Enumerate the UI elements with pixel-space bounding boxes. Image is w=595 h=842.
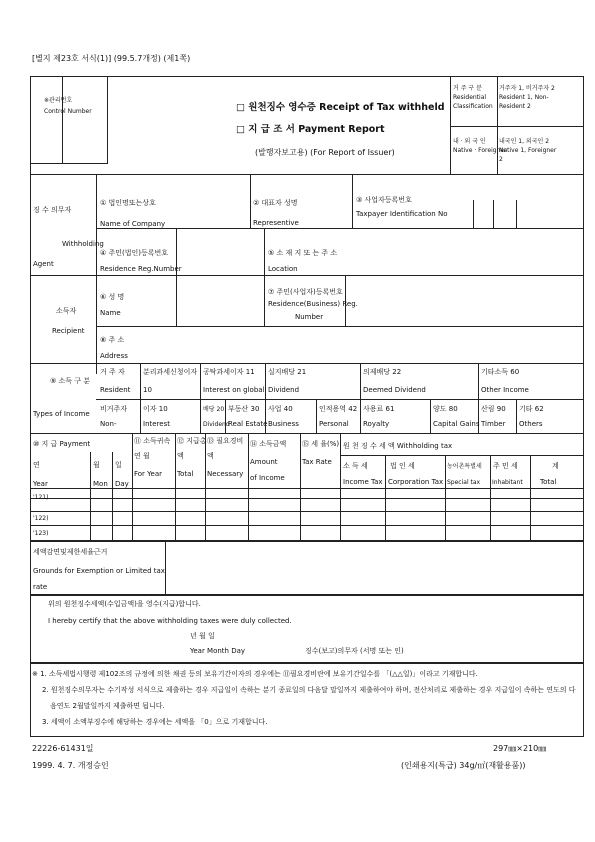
residential-value1: 거주자 1, 비거주자 2 — [499, 85, 555, 92]
native-label-en: Native · Foreigner — [453, 147, 507, 154]
payment-label: ⑩ 지 급 Payment — [33, 440, 91, 448]
residence-reg-label-en: Residence Reg.Number — [100, 265, 182, 273]
agent-label-en2: Agent — [33, 260, 54, 268]
income-r2-c5-en: Business — [268, 420, 299, 428]
total-tax-header-en: Total — [540, 478, 557, 486]
corporation-tax-header: 법 인 세 — [390, 462, 415, 470]
payment-year-header: 연 — [33, 461, 40, 469]
company-name-label-en: Name of Company — [100, 220, 166, 228]
corporation-tax-header-en: Corporation Tax — [388, 478, 444, 486]
income-r2-c1-en: Non- — [100, 420, 117, 428]
title-payment-report: □ 지 급 조 서 Payment Report — [236, 124, 385, 135]
income-tax-header-en: Income Tax — [343, 478, 383, 486]
payment-row-2: '122) — [33, 515, 49, 522]
income-r2-c1-ko: 비거주자 — [100, 405, 128, 413]
exemption-label-en2: rate — [33, 583, 48, 591]
payment-day-header: 일 — [115, 461, 122, 469]
control-number-ko: ※관리번호 — [44, 97, 73, 104]
income-r2-c4-en: Real Estate — [228, 420, 268, 428]
necessary-expense-header: ⑬ 필요경비 — [207, 437, 244, 445]
income-r1-c2-en: 10 — [143, 386, 152, 394]
native-value3: 2 — [499, 156, 503, 163]
income-r2-c2-en: Interest — [143, 420, 170, 428]
certify-text-en: I hereby certify that the above withholding taxes were duly collected. — [48, 617, 292, 625]
income-r2-c9-en: Timber — [481, 420, 506, 428]
income-tax-header: 소 득 세 — [343, 462, 368, 470]
agent-label-ko: 징 수 의무자 — [33, 206, 72, 214]
income-r1-c6-ko: 기타소득 60 — [481, 368, 520, 376]
attribution-header-en: For Year — [134, 470, 162, 478]
residential-label-en2: Classification — [453, 103, 493, 110]
company-name-label: ① 법인명또는상호 — [100, 199, 156, 207]
special-tax-header: 농어촌특별세 — [447, 463, 482, 470]
residential-label-en1: Residential — [453, 94, 487, 101]
address-label-en: Address — [100, 352, 128, 360]
total-payment-header-en: Total — [177, 470, 194, 478]
footer-approval-date: 1999. 4. 7. 개정승인 — [32, 761, 109, 770]
tax-rate-header: ⑮ 세 율(%) — [302, 440, 340, 448]
income-r1-c1-ko: 거 주 자 — [100, 368, 125, 376]
income-r1-c4-ko: 실지배당 21 — [268, 368, 307, 376]
footer-paper-spec: (인쇄용지(특급) 34g/㎡(재활용품)) — [401, 761, 526, 770]
name-label: ⑥ 성 명 — [100, 293, 125, 301]
income-r2-c10-ko: 기타 62 — [519, 405, 544, 413]
inhabitant-tax-header-en: Inhabitant — [492, 479, 523, 486]
income-r1-c6-en: Other Income — [481, 386, 529, 394]
income-r2-c2-ko: 이자 10 — [143, 405, 168, 413]
income-r1-c4-en: Dividend — [268, 386, 300, 394]
taxpayer-id-label: ③ 사업자등록번호 — [356, 196, 412, 204]
income-r2-c3-ko: 배당 20 — [203, 406, 225, 413]
location-label-en: Location — [268, 265, 298, 273]
recipient-label-en: Recipient — [52, 327, 85, 335]
payment-month-header-en: Mon — [93, 480, 108, 488]
income-r2-c8-ko: 양도 80 — [433, 405, 458, 413]
representative-label-en: Representive — [253, 219, 299, 227]
note-2: 2. 원천징수의무자는 수기작성 서식으로 제출하는 경우 지급일이 속하는 분기 종료일의 다음달 말일까지 제출하여야 하며, 전산처리로 제출하는 경우 지급일이 속하는 연도의 다 — [42, 686, 576, 694]
residential-value3: Resident 2 — [499, 103, 531, 110]
footer-form-number: 22226-61431일 — [32, 744, 94, 753]
payment-row-1: '121) — [33, 494, 49, 501]
reg-number-label-en: Residence(Business) Reg. — [268, 300, 358, 308]
reg-number-label: ⑦ 주민(사업자)등록번호 — [268, 288, 343, 296]
exemption-label-ko: 세액감면및제한세율근거 — [33, 548, 108, 556]
exemption-label-en1: Grounds for Exemption or Limited tax — [33, 567, 165, 575]
reg-number-label-en2: Number — [295, 313, 324, 321]
attribution-header: ⑪ 소득귀속 — [134, 437, 171, 445]
income-r1-c1-en: Resident — [100, 386, 131, 394]
income-r2-c7-ko: 사용료 61 — [363, 405, 395, 413]
certify-date-en: Year Month Day — [190, 647, 246, 655]
title-receipt: □ 원천징수 영수증 Receipt of Tax withheld — [236, 102, 445, 113]
income-r2-c5-ko: 사업 40 — [268, 405, 293, 413]
income-r1-c3-ko: 공탁과세이자 11 — [203, 368, 255, 376]
native-label-ko: 내 · 외 국 인 — [453, 138, 486, 145]
total-payment-header: ⑫ 지급총 — [177, 437, 207, 445]
total-payment-header2: 액 — [177, 452, 184, 460]
income-amount-header-en: Amount — [250, 458, 278, 466]
payment-row-3: '123) — [33, 530, 49, 537]
note-3: 3. 세액이 소액부징수에 해당하는 경우에는 세액을 「0」으로 기재합니다. — [42, 718, 268, 726]
certify-date-ko: 년 월 일 — [190, 632, 215, 640]
payment-year-header-en: Year — [33, 480, 48, 488]
income-r2-c9-ko: 산림 90 — [481, 405, 506, 413]
footer-paper-size: 297㎜×210㎜ — [493, 744, 547, 753]
income-r2-c7-en: Royalty — [363, 420, 390, 428]
income-type-label-ko: ⑨ 소득 구 분 — [50, 377, 90, 385]
payment-day-header-en: Day — [115, 480, 129, 488]
special-tax-header-en: Special tax — [447, 479, 481, 486]
form-header-line: [별지 제23호 서식(1)] (99.5.7개정) (제1쪽) — [32, 54, 191, 63]
name-label-en: Name — [100, 309, 121, 317]
income-amount-header: ⑭ 소득금액 — [250, 440, 287, 448]
attribution-header2: 연 월 — [134, 452, 150, 460]
residence-reg-label: ④ 주민(법인)등록번호 — [100, 249, 169, 257]
title-subtitle: (발행자보고용) (For Report of Issuer) — [255, 148, 395, 157]
income-r2-c6-en: Personal — [319, 420, 349, 428]
agent-label-en: Withholding — [62, 240, 104, 248]
note-2-cont: 음연도 2월말일까지 제출하면 됩니다. — [50, 702, 165, 710]
recipient-label-ko: 소득자 — [56, 307, 77, 315]
income-r1-c5-en: Deemed Dividend — [363, 386, 426, 394]
control-number-box — [30, 76, 108, 164]
native-value1: 내국인 1, 외국인 2 — [499, 138, 550, 145]
income-type-label-en: Types of Income — [33, 410, 90, 418]
payment-month-header: 월 — [93, 461, 100, 469]
total-tax-header: 계 — [552, 462, 559, 470]
certify-text-ko: 위의 원천징수세액(수입금액)을 영수(지급)합니다. — [48, 600, 201, 608]
tax-rate-header-en: Tax Rate — [302, 458, 332, 466]
control-number-en: Control Number — [44, 108, 92, 115]
income-r2-c3-en: Dividend — [203, 421, 230, 428]
taxpayer-id-label-en: Taxpayer Identification No — [356, 210, 448, 218]
necessary-expense-header2: 액 — [207, 452, 214, 460]
income-r2-c4-ko: 부동산 30 — [228, 405, 260, 413]
residential-label-ko: 거 주 구 분 — [453, 85, 482, 92]
native-value2: Native 1, Foreigner — [499, 147, 557, 154]
necessary-expense-header-en: Necessary — [207, 470, 244, 478]
inhabitant-tax-header: 주 민 세 — [493, 462, 518, 470]
income-r1-c2-ko: 분리과세신청이자 — [143, 368, 198, 376]
income-amount-header-en2: of Income — [250, 474, 285, 482]
income-r1-c5-ko: 의제배당 22 — [363, 368, 402, 376]
residential-value2: Resident 1, Non- — [499, 94, 549, 101]
representative-label: ② 대표자 성명 — [253, 199, 298, 207]
certify-signature: 징수(보고)의무자 (서명 또는 인) — [305, 647, 404, 655]
income-r2-c8-en: Capital Gains — [433, 420, 480, 428]
location-label: ⑤ 소 재 지 또 는 주 소 — [268, 249, 338, 257]
income-r2-c10-en: Others — [519, 420, 543, 428]
note-1: ※ 1. 소득세법시행령 제102조의 규정에 의한 채권 등의 보유기간이자의 경우에는 ⑪필요경비란에 보유기간일수를 「(△△일)」이라고 기재합니다. — [32, 670, 478, 678]
income-r2-c6-ko: 인적용역 42 — [319, 405, 358, 413]
address-label: ⑧ 주 소 — [100, 336, 125, 344]
withholding-tax-header: 원 천 징 수 세 액 Withholding tax — [343, 442, 453, 450]
income-r1-c3-en: Interest on global — [203, 386, 265, 394]
